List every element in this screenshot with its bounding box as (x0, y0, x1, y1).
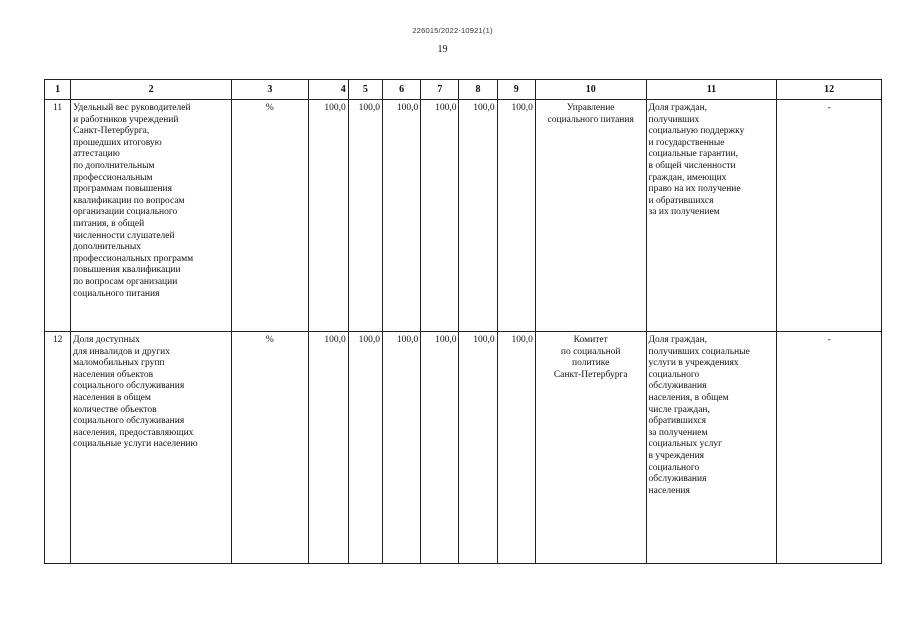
col-header-4: 4 (308, 80, 348, 100)
col-header-6: 6 (383, 80, 421, 100)
table-row (45, 100, 882, 332)
value-col-5: 100,0 (348, 100, 382, 332)
value-col-9: 100,0 (497, 332, 535, 564)
executor: Управление социального питания (535, 100, 646, 332)
value-col-4: 100,0 (308, 100, 348, 332)
value-col-7: 100,0 (421, 100, 459, 332)
value-col-6: 100,0 (383, 100, 421, 332)
executor: Комитет по социальной политике Санкт-Петербурга (535, 332, 646, 564)
row-number: 12 (45, 332, 71, 564)
value-col-4: 100,0 (308, 332, 348, 564)
col-header-7: 7 (421, 80, 459, 100)
value-col-8: 100,0 (459, 332, 497, 564)
row-number: 11 (45, 100, 71, 332)
note: - (777, 100, 882, 332)
indicator-name: Удельный вес руководителей и работников учреждений Санкт-Петербурга, прошедших итоговую аттестацию по дополнительным профессиональным программам повышения квалификации по вопросам организации социального питания, в общей численности слушателей дополнительных профессиональных программ повышения квалификации по вопросам организации социального питания (71, 100, 232, 332)
col-header-1: 1 (45, 80, 71, 100)
col-header-9: 9 (497, 80, 535, 100)
document-id: 226015/2022-10921(1) (412, 26, 493, 35)
note: - (777, 332, 882, 564)
value-col-8: 100,0 (459, 100, 497, 332)
value-col-5: 100,0 (348, 332, 382, 564)
goal-indicator: Доля граждан, получивших социальную поддержку и государственные социальные гарантии, в общей численности граждан, имеющих право на их получение и обратившихся за их получением (646, 100, 777, 332)
value-col-6: 100,0 (383, 332, 421, 564)
goal-indicator: Доля граждан, получивших социальные услуги в учреждениях социального обслуживания населения, в общем числе граждан, обратившихся за получением социальных услуг в учреждения социального обслуживания населения (646, 332, 777, 564)
col-header-10: 10 (535, 80, 646, 100)
col-header-11: 11 (646, 80, 777, 100)
col-header-3: 3 (232, 80, 308, 100)
value-col-7: 100,0 (421, 332, 459, 564)
table-row (45, 332, 882, 564)
col-header-2: 2 (71, 80, 232, 100)
header-row (45, 80, 882, 100)
unit: % (232, 332, 308, 564)
page-number: 19 (437, 44, 448, 55)
col-header-12: 12 (777, 80, 882, 100)
indicators-table (44, 79, 882, 564)
unit: % (232, 100, 308, 332)
value-col-9: 100,0 (497, 100, 535, 332)
col-header-5: 5 (348, 80, 382, 100)
indicator-name: Доля доступных для инвалидов и других маломобильных групп населения объектов социального обслуживания населения в общем количестве объектов социального обслуживания населения, предоставляющих социальные услуги населению (71, 332, 232, 564)
col-header-8: 8 (459, 80, 497, 100)
